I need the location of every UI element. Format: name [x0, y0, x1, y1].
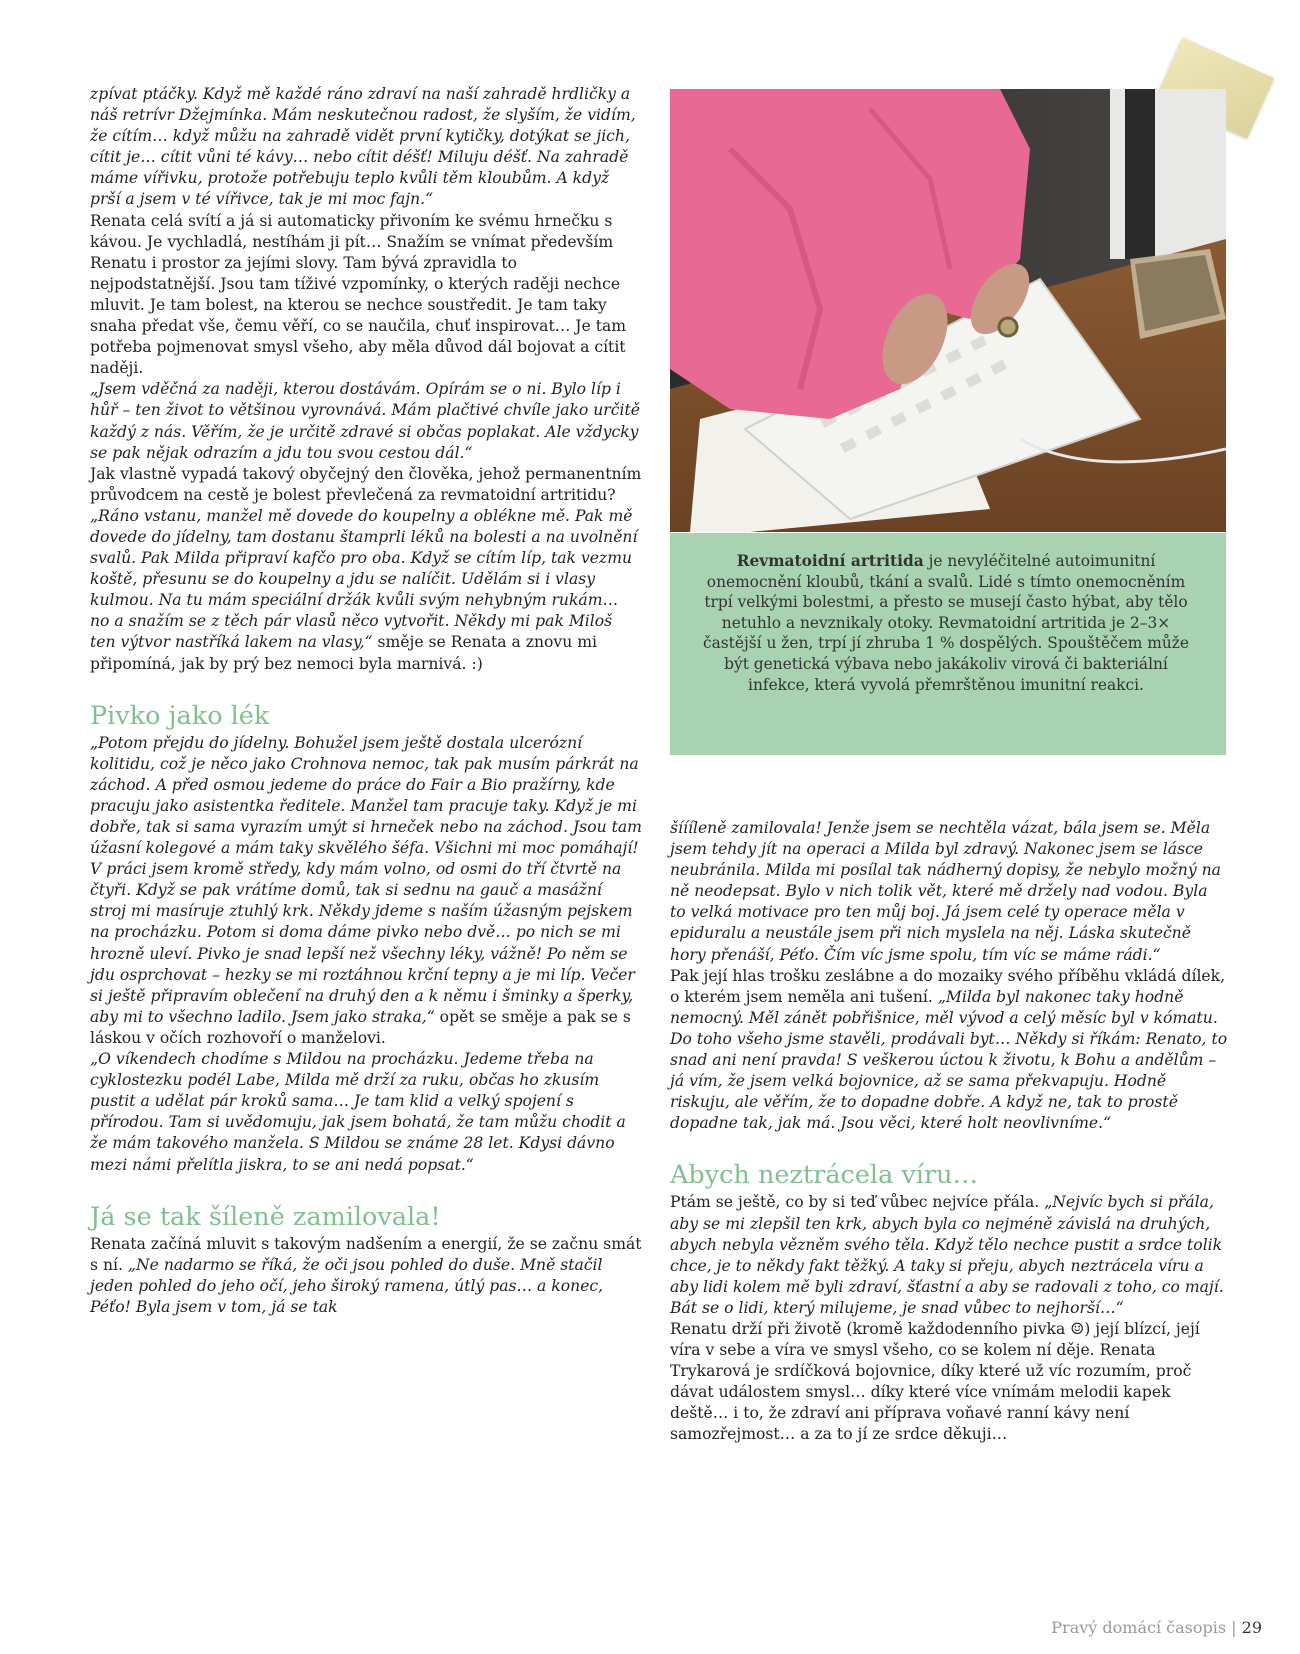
quote: „Potom přejdu do jídelny. Bohužel jsem ještě dostala ulcerózní kolitidu, což je něco jako Crohnova nemoc, tak pak musím párkrát na záchod. A před osmou jedeme do práce do Fair a Bio pražírny, kde pracuju jako asistentka ředitele. Manžel tam pracuje taky. Když je mi dobře, tak si sama vyrazím umýt si hrneček nebo na záchod. Jsou tam úžasní kolegové a mám taky skvělého šéfa. Všichni mi moc pomáhají! V práci jsem kromě středy, kdy mám volno, od osmi do tří čtvrtě na čtyři. Když se pak vrátíme domů, tak si sednu na gauč a masážní stroj mi masíruje ztuhlý krk. Někdy jdeme s naším úžasným pejskem na procházku. Potom si doma dáme pivko nebo dvě… po nich se mi hrozně uleví. Pivko je snad lepší než všechny léky, vážně! Po něm se jdu osprchovat – hezky se mi roztáhnou krční tepny a je mi líp. Večer si ještě připravím oblečení na druhý den a k němu i šminky a šperky, aby mi to všechno ladilo. Jsem jako straka,“: [90, 733, 642, 1026]
paragraph: [90, 506, 642, 675]
left-column: [90, 84, 642, 1318]
paragraph: „Jsem vděčná za naději, kterou dostávám. Opírám se o ni. Bylo líp i hůř – ten život to většinou vyrovnává. Mám plačtivé chvíle jako určitě každý z nás. Věřím, že je určitě zdravé si občas poplakat. Ale vždycky se pak nějak odrazím a jdu tou svou cestou dál.“: [90, 380, 640, 462]
paragraph: [90, 733, 642, 1049]
narration: opět se směje a pak se s láskou v očích rozhovoří o manželovi.: [90, 1007, 631, 1047]
magazine-name: Pravý domácí časopis: [1051, 1618, 1227, 1637]
paragraph: Renata celá svítí a já si automaticky přivoním ke svému hrnečku s kávou. Je vychladlá, nestíhám ji pít… Snažím se vnímat především Renatu i prostor za jejími slovy. Tam bývá zpravidla to nejpodstatnější. Jsou tam tíživé vzpomínky, o kterých raději nechce mluvit. Je tam bolest, na kterou se nechce soustředit. Je tam taky snaha předat vše, čemu věří, co se naučila, chuť inspirovat… Je tam potřeba pojmenovat smysl všeho, aby měla důvod dál bojovat a cítit naději.: [90, 211, 627, 378]
narration: Pak její hlas trošku zeslábne a do mozaiky svého příběhu vkládá dílek, o kterém jsem neměla ani tušení.: [670, 966, 1226, 1006]
narration: Ptám se ještě, co by si teď vůbec nejvíce přála.: [670, 1193, 1045, 1212]
photo-illustration: [670, 89, 1226, 532]
paragraph: šíííleně zamilovala! Jenže jsem se nechtěla vázat, bála jsem se. Měla jsem tehdy jít na operaci a Milda byl zdravý. Nakonec jsem se lásce neubránila. Milda mi posílal tak nádherný dopisy, že nebylo možný na ně neodepsat. Bylo v nich tolik vět, které mě držely nad vodou. Byla to velká motivace pro ten můj boj. Já jsem celé ty operace měla v epiduralu a neustále jsem při nich myslela na něj. Láska skutečně hory přenáší, Péťo. Čím víc jsme spolu, tím víc se máme rádi.“: [670, 819, 1221, 964]
section-heading-zamilovala: Já se tak šíleně zamilovala!: [90, 1201, 441, 1232]
page-footer: [1051, 1618, 1262, 1637]
quote: „Ráno vstanu, manžel mě dovede do koupelny a oblékne mě. Pak mě dovede do jídelny, tam dostanu štamprli léků na bolesti a na uvolnění svalů. Pak Milda připraví kafčo pro oba. Když se cítím líp, tak vezmu koště, přesunu se do koupelny a jdu se nalíčit. Udělám si i vlasy kulmou. Na tu mám speciální držák kvůli svým nehybným rukám… no a snažím se z těch pár vlasů něco vytvořit. Někdy mi pak Miloš ten výtvor nastříká lakem na vlasy,“: [90, 506, 638, 652]
narration: směje se Renata a znovu mi připomíná, jak by prý bez nemoci byla marnivá. :): [90, 633, 598, 673]
paragraph: [90, 1234, 642, 1318]
photo-hands-on-keyboard: [670, 89, 1226, 532]
quote: „Milda byl nakonec taky hodně nemocný. Měl zánět pobřišnice, měl vývod a celý měsíc byl v kómatu. Do toho všeho jsme stavěli, prodávali byt… Někdy si říkám: Renato, to snad ani není pravda! S veškerou úctou k životu, k Bohu a andělům – já vím, že jsem velká bojovnice, až se sama překvapuju. Hodně riskuju, ale věřím, že to dopadne dobře. A když ne, tak to prostě dopadne tak, jak má. Jsou věci, které holt neovlivníme.“: [670, 987, 1228, 1133]
infobox-text: je nevyléčitelné autoimunitní onemocnění kloubů, tkání a svalů. Lidé s tímto onemocněním trpí velkými bolestmi, a přesto se musejí často hýbat, aby tělo netuhlo a nevznikaly otoky. Revmatoidní artritida je 2–3× častější u žen, trpí jí zhruba 1 % dospělých. Spouštěčem může být genetická výbava nebo jakákoliv virová či bakteriální infekce, která vyvolá přemrštěnou imunitní reakci.: [702, 552, 1189, 694]
infobox-term: Revmatoidní artritida: [736, 552, 924, 570]
paragraph: [670, 1192, 1228, 1319]
quote: „Nejvíc bych si přála, aby se mi zlepšil ten krk, abych byla co nejméně závislá na druhých, abych nebyla vězněm svého těla. Když tělo nechce pustit a srdce tolik chce, je to někdy fakt těžký. A taky si přeju, abych neztrácela víru a aby lidi kolem mě byli zdraví, šťastní a aby se radovali z toho, co mají. Bát se o lidi, který milujeme, je snad vůbec to nejhorší…“: [670, 1193, 1224, 1317]
paragraph: Renatu drží při životě (kromě každodenního pivka ☺) její blízcí, její víra v sebe a víra ve smysl všeho, co se kolem ní děje. Renata Trykarová je srdíčková bojovnice, díky které už víc rozumím, proč dávat událostem smysl… díky které více vnímám melodii kapek deště… i to, že zdraví ani příprava voňavé ranní kávy není samozřejmost… a za to jí ze srdce děkuji…: [670, 1319, 1200, 1444]
page-number: 29: [1241, 1618, 1262, 1637]
right-column: [670, 818, 1228, 1446]
paragraph: „O víkendech chodíme s Mildou na procházku. Jedeme třeba na cyklostezku podél Labe, Milda mě drží za ruku, občas ho zkusím pustit a udělat pár kroků sama… Je tam klid a velký spojení s přírodou. Tam si uvědomuju, jak jsem bohatá, že tam můžu chodit a že mám takového manžela. S Mildou se známe 28 let. Kdysi dávno mezi námi přelítla jiskra, to se ani nedá popsat.“: [90, 1050, 626, 1174]
section-heading-viru: Abych neztrácela víru…: [670, 1160, 979, 1191]
paragraph: Jak vlastně vypadá takový obyčejný den člověka, jehož permanentním průvodcem na cestě je bolest převlečená za revmatoidní artritidu?: [90, 464, 642, 504]
quote: „Ne nadarmo se říká, že oči jsou pohled do duše. Mně stačil jeden pohled do jeho očí, jeho široký ramena, útlý pas… a konec, Péťo! Byla jsem v tom, já se tak: [90, 1255, 604, 1316]
paragraph: [670, 966, 1228, 1135]
paragraph: zpívat ptáčky. Když mě každé ráno zdraví na naší zahradě hrdličky a náš retrívr Džejmínka. Mám neskutečnou radost, že slyším, že vidím, že cítím… když můžu na zahradě vidět první kytičky, dotýkat se jich, cítit je… cítit vůni té kávy… nebo cítit déšť! Miluju déšť. Na zahradě máme vířivku, protože potřebuju teplo kvůli těm kloubům. A když prší a jsem v té vířivce, tak je mi moc fajn.“: [90, 85, 636, 209]
footer-separator: |: [1226, 1618, 1242, 1637]
narration: Renata začíná mluvit s takovým nadšením a energií, že se začnu smát s ní.: [90, 1234, 642, 1274]
section-heading-pivko: Pivko jako lék: [90, 700, 270, 731]
infobox-rheumatoid-arthritis: [670, 533, 1226, 755]
